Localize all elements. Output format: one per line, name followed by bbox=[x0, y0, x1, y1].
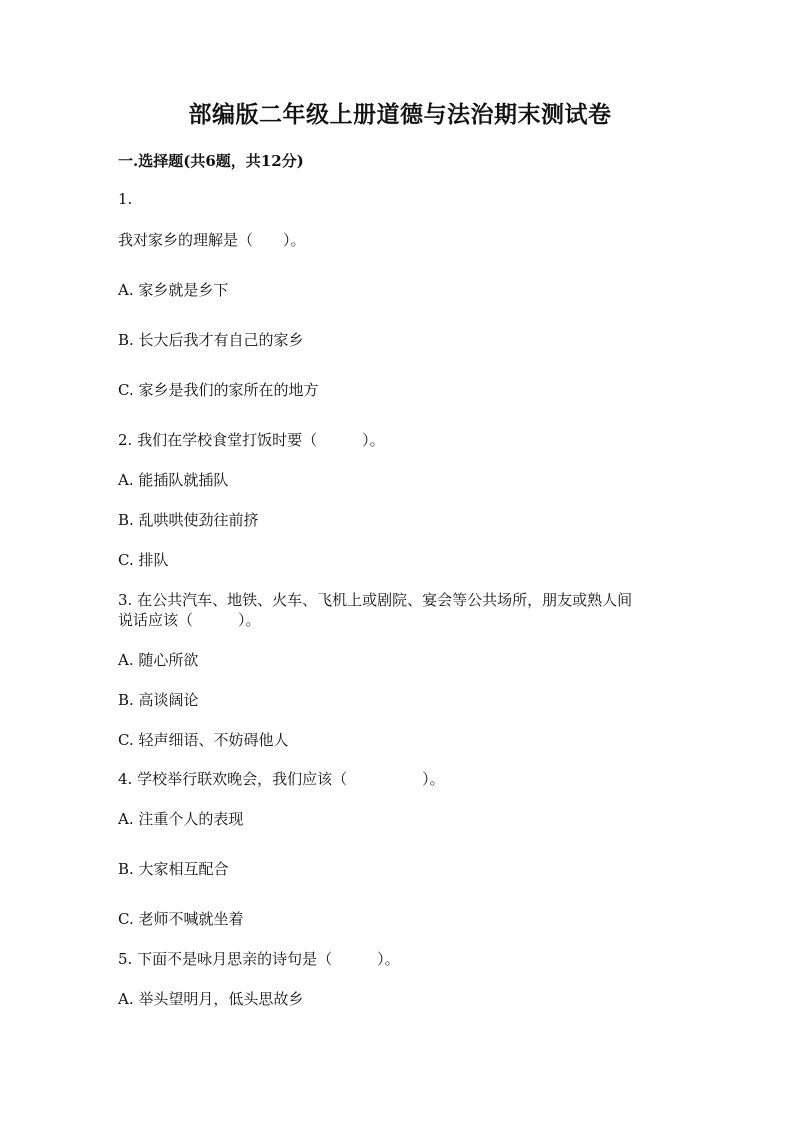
q4-option-c: C. 老师不喊就坐着 bbox=[118, 910, 244, 928]
q5-option-a: A. 举头望明月，低头思故乡 bbox=[118, 990, 304, 1008]
q4-stem: 4. 学校举行联欢晚会，我们应该（ ）。 bbox=[118, 770, 445, 788]
q3-option-b: B. 高谈阔论 bbox=[118, 691, 199, 709]
q5-stem: 5. 下面不是咏月思亲的诗句是（ ）。 bbox=[118, 950, 400, 968]
page-title: 部编版二年级上册道德与法治期末测试卷 bbox=[188, 101, 612, 128]
q1-option-c: C. 家乡是我们的家所在的地方 bbox=[118, 381, 319, 399]
q1-number: 1. bbox=[118, 190, 133, 208]
section-heading: 一.选择题(共6题，共12分) bbox=[118, 152, 304, 170]
q1-option-a: A. 家乡就是乡下 bbox=[118, 281, 229, 299]
q3-option-a: A. 随心所欲 bbox=[118, 651, 199, 669]
q2-stem: 2. 我们在学校食堂打饭时要（ ）。 bbox=[118, 431, 385, 449]
q1-option-b: B. 长大后我才有自己的家乡 bbox=[118, 331, 304, 349]
q4-option-b: B. 大家相互配合 bbox=[118, 860, 229, 878]
q1-stem: 我对家乡的理解是（ ）。 bbox=[118, 231, 306, 249]
q2-option-c: C. 排队 bbox=[118, 551, 169, 569]
q3-option-c: C. 轻声细语、不妨碍他人 bbox=[118, 731, 289, 749]
q2-option-b: B. 乱哄哄使劲往前挤 bbox=[118, 511, 259, 529]
q3-stem-line2: 说话应该（ ）。 bbox=[118, 611, 261, 629]
q2-option-a: A. 能插队就插队 bbox=[118, 471, 229, 489]
q4-option-a: A. 注重个人的表现 bbox=[118, 810, 244, 828]
q3-stem-line1: 3. 在公共汽车、地铁、火车、飞机上或剧院、宴会等公共场所，朋友或熟人间 bbox=[118, 591, 633, 609]
